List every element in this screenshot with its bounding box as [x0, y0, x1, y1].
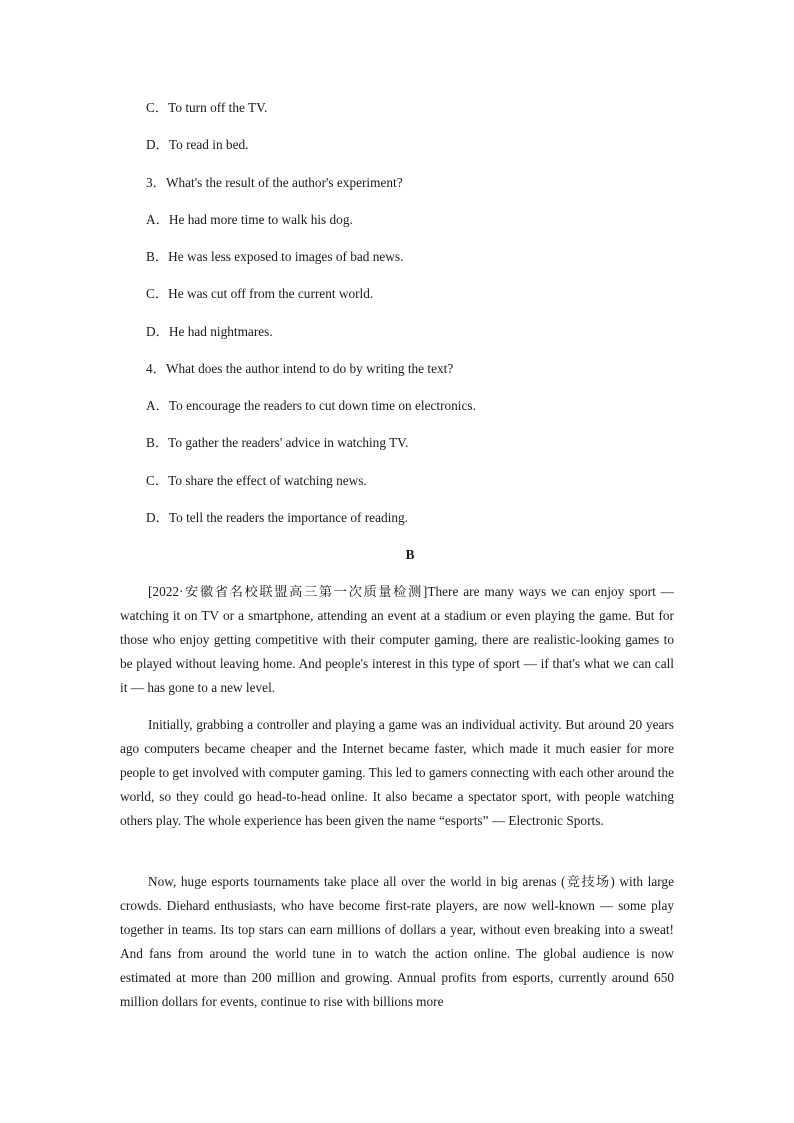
passage-heading: B	[405, 547, 415, 562]
question-4-stem: 4．What does the author intend to do by writing the text?	[146, 361, 454, 376]
question-3-option-b: B．He was less exposed to images of bad news.	[146, 249, 404, 264]
passage-paragraph-2: Initially, grabbing a controller and playing a game was an individual activity. But around 20 years ago computers became cheaper and the Internet became faster, which made it much easier for more people to get involved with computer gaming. This led to gamers connecting with each other around the world, so they could go head-to-head online. It also became a spectator sport, with people watching others play. The whole experience has been given the name “esports” — Electronic Sports.	[120, 717, 675, 828]
passage-paragraph-1: [2022·安徽省名校联盟高三第一次质量检测]There are many ways we can enjoy sport — watching it on TV or a smartphone, attending an event at a stadium or even playing the game. But for those who enjoy getting competitive with their computer gaming, there are realistic-looking games to be played without leaving home. And people's interest in this type of sport — if that's what we can call it — has gone to a new level.	[120, 584, 674, 695]
question-4-option-a: A．To encourage the readers to cut down time on electronics.	[146, 398, 476, 413]
option-d: D．To read in bed.	[146, 137, 249, 152]
option-c: C．To turn off the TV.	[146, 100, 268, 115]
question-3-option-c: C．He was cut off from the current world.	[146, 286, 374, 301]
question-3-stem: 3．What's the result of the author's experiment?	[146, 175, 403, 190]
question-3-option-a: A．He had more time to walk his dog.	[146, 212, 353, 227]
passage-paragraph-3: Now, huge esports tournaments take place all over the world in big arenas (竞技场) with large crowds. Diehard enthusiasts, who have become first-rate players, are now well-known — some play together in teams. Its top stars can earn millions of dollars a year, without even breaking into a sweat! And fans from around the world tune in to watch the action online. The global audience is now estimated at more than 200 million and growing. Annual profits from esports, currently around 650 million dollars for events, continue to rise with billions more	[120, 874, 674, 1009]
question-4-option-d: D．To tell the readers the importance of reading.	[146, 510, 408, 525]
question-3-option-d: D．He had nightmares.	[146, 324, 273, 339]
question-4-option-b: B．To gather the readers' advice in watching TV.	[146, 435, 409, 450]
question-4-option-c: C．To share the effect of watching news.	[146, 473, 367, 488]
